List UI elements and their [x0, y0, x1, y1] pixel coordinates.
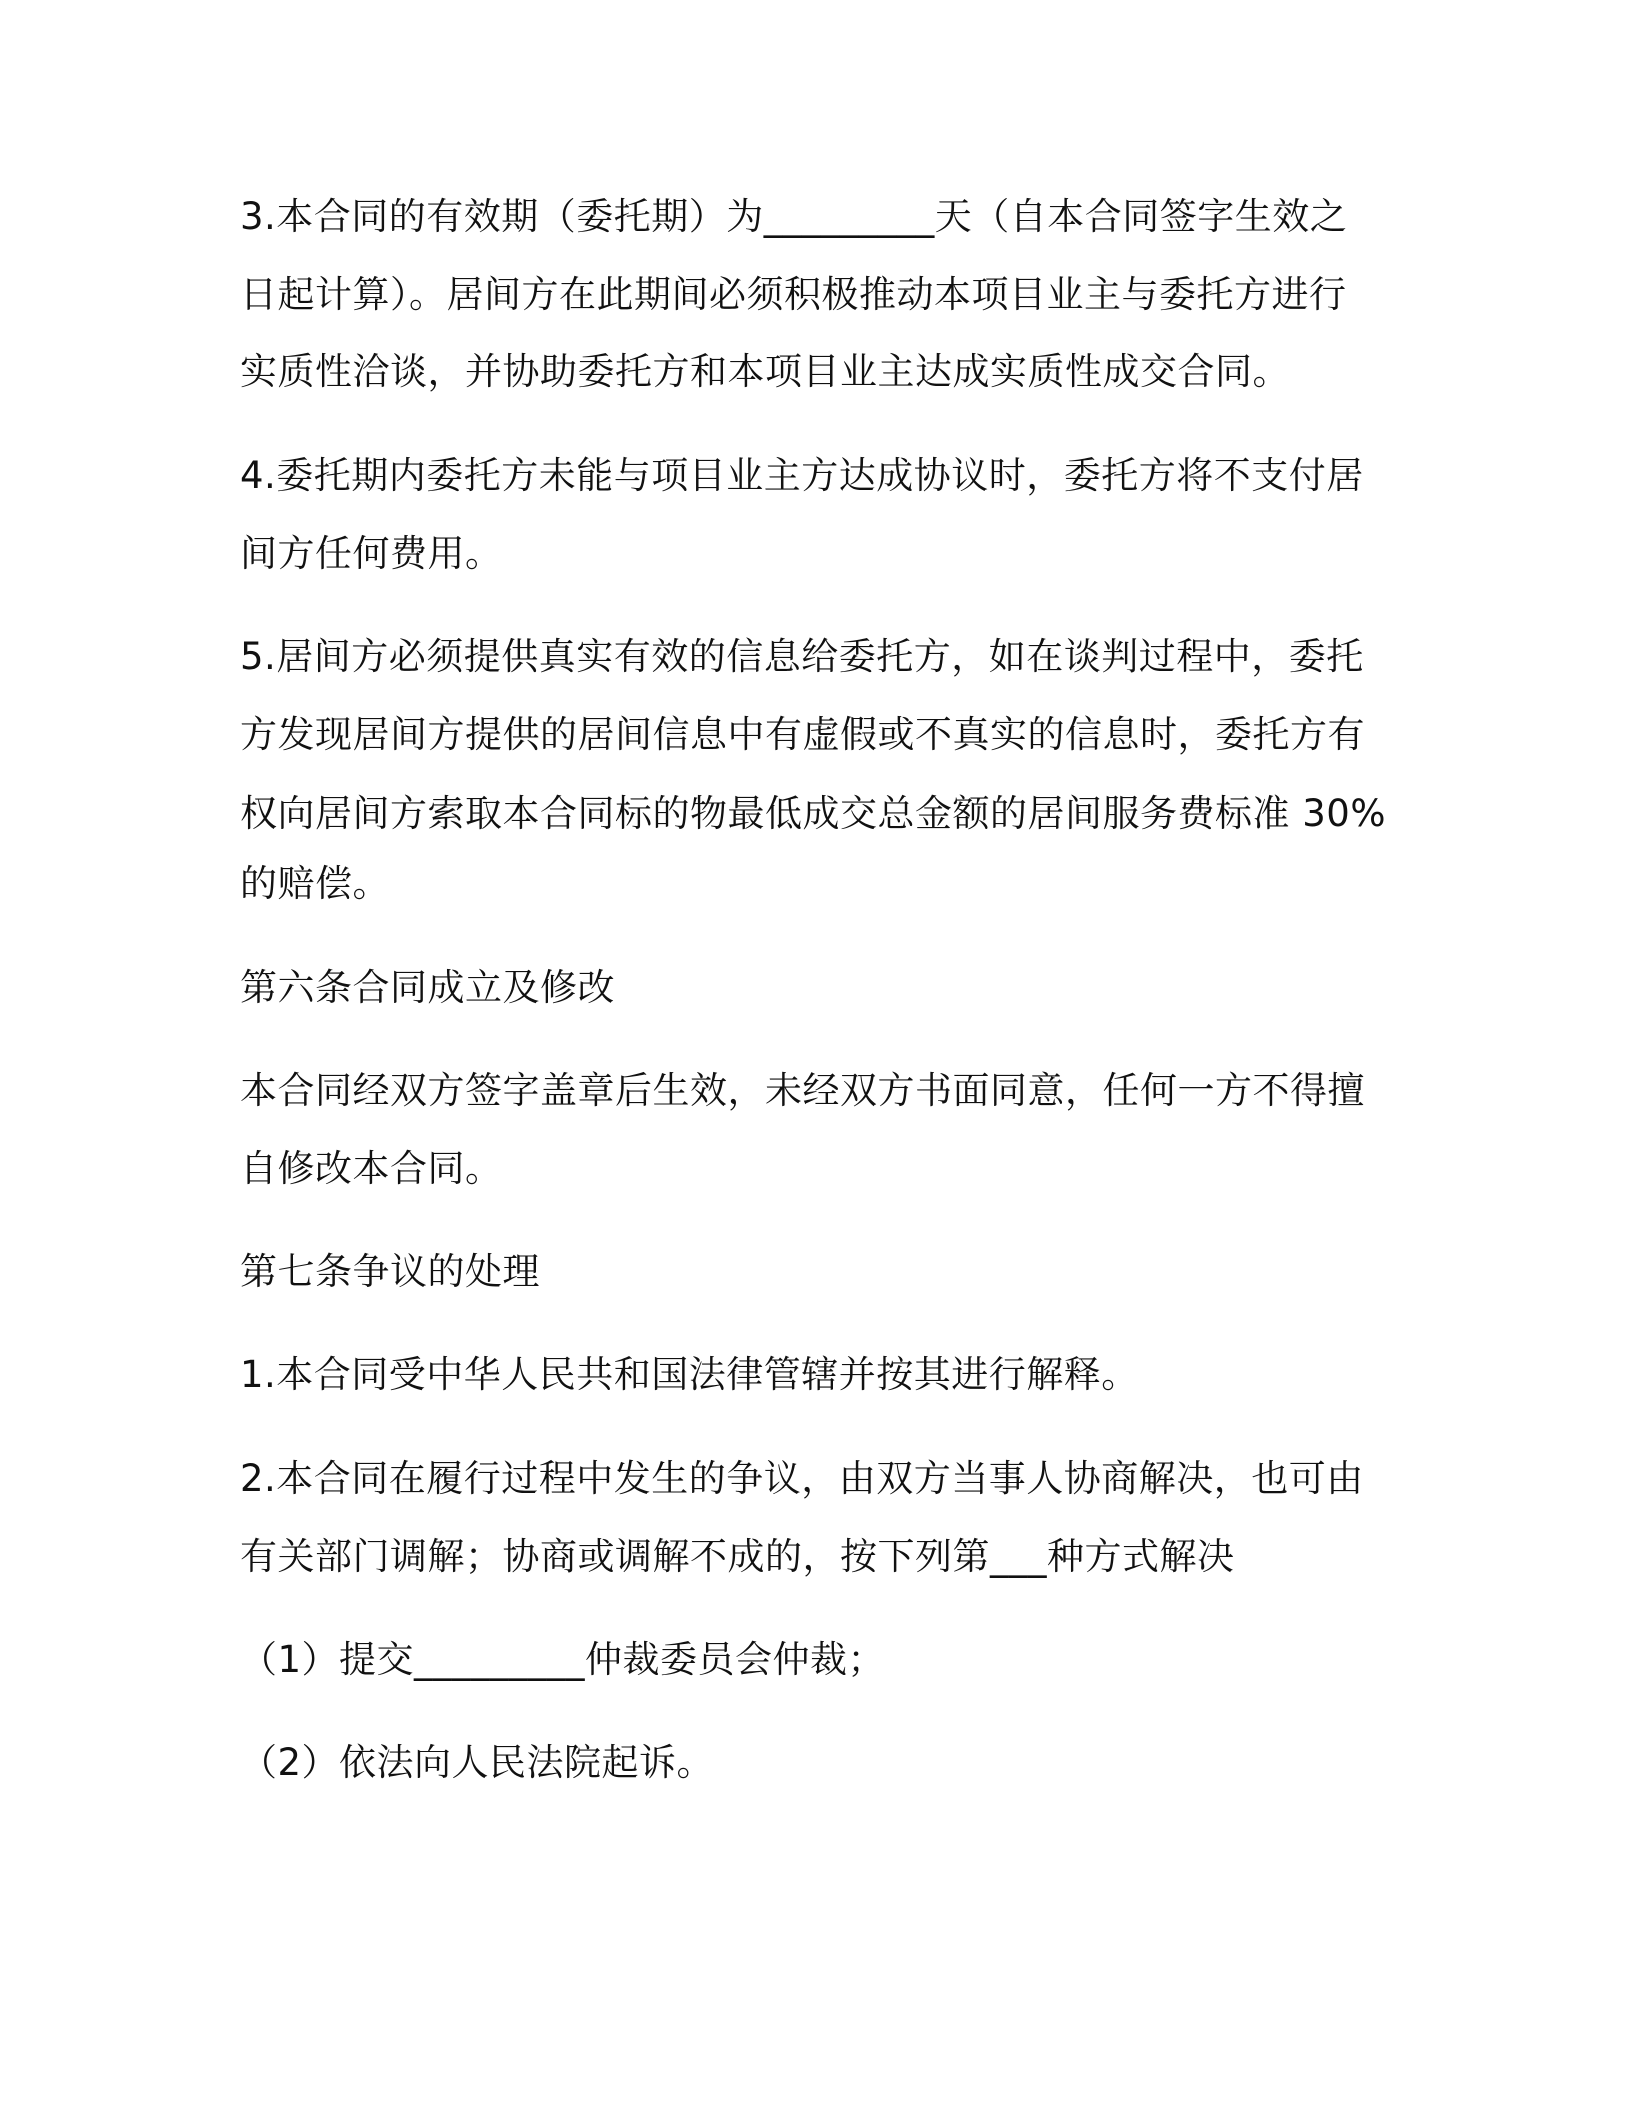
article-7-clause-1: 1.本合同受中华人民共和国法律管辖并按其进行解释。 — [240, 1353, 1139, 1396]
option-2: （2）依法向人民法院起诉。 — [240, 1741, 715, 1784]
clause-5-line-2: 方发现居间方提供的居间信息中有虚假或不真实的信息时，委托方有 — [240, 713, 1365, 756]
article-7-clause-2-line-1: 2.本合同在履行过程中发生的争议，由双方当事人协商解决，也可由 — [240, 1457, 1364, 1500]
clause-3-line-2: 日起计算）。居间方在此期间必须积极推动本项目业主与委托方进行 — [240, 273, 1347, 316]
clause-3-line-3: 实质性洽谈，并协助委托方和本项目业主达成实质性成交合同。 — [240, 350, 1290, 393]
article-6-body-line-2: 自修改本合同。 — [240, 1147, 503, 1190]
clause-4-line-1: 4.委托期内委托方未能与项目业主方达成协议时，委托方将不支付居 — [240, 454, 1364, 497]
article-6-heading: 第六条合同成立及修改 — [240, 966, 615, 1009]
clause-5-line-3: 权向居间方索取本合同标的物最低成交总金额的居间服务费标准 30% — [240, 792, 1386, 835]
article-7-clause-2-line-2: 有关部门调解；协商或调解不成的，按下列第___种方式解决 — [240, 1535, 1235, 1578]
article-7-heading: 第七条争议的处理 — [240, 1250, 540, 1293]
clause-5-line-4: 的赔偿。 — [240, 862, 390, 905]
article-6-body-line-1: 本合同经双方签字盖章后生效，未经双方书面同意，任何一方不得擅 — [240, 1069, 1365, 1112]
clause-4-line-2: 间方任何费用。 — [240, 532, 503, 575]
clause-5-line-1: 5.居间方必须提供真实有效的信息给委托方，如在谈判过程中，委托 — [240, 635, 1364, 678]
clause-3-line-1: 3.本合同的有效期（委托期）为_________天（自本合同签字生效之 — [240, 195, 1348, 238]
option-1: （1）提交_________仲裁委员会仲裁； — [240, 1638, 886, 1681]
